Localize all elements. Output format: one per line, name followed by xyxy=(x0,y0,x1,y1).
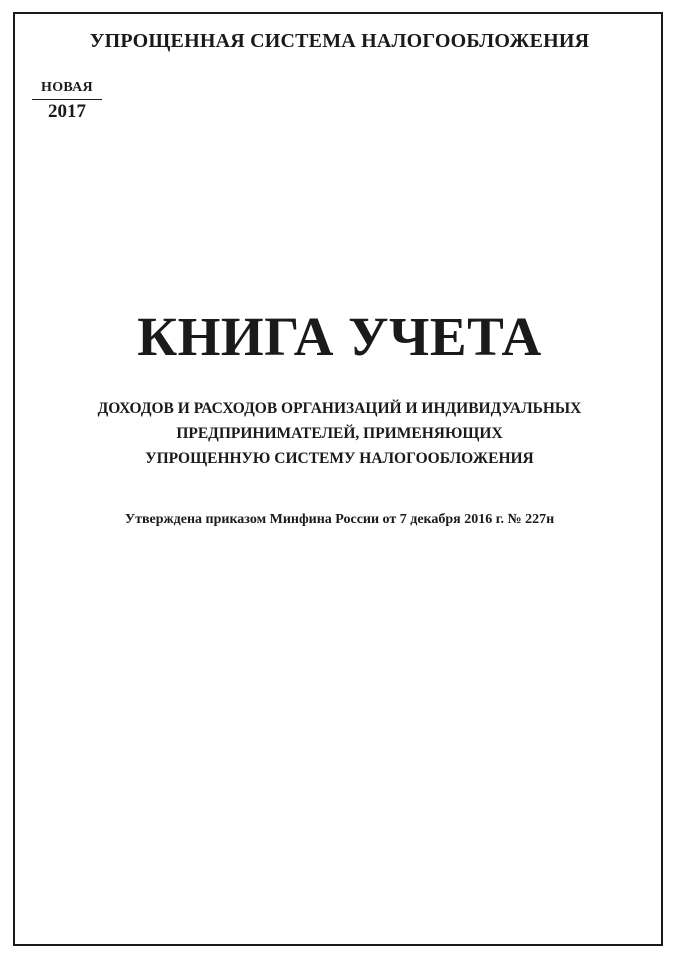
header-title: УПРОЩЕННАЯ СИСТЕМА НАЛОГООБЛОЖЕНИЯ xyxy=(89,30,590,52)
book-subtitle xyxy=(0,396,679,471)
edition-badge xyxy=(32,80,102,123)
subtitle-line-2: ПРЕДПРИНИМАТЕЛЕЙ, ПРИМЕНЯЮЩИХ xyxy=(176,425,503,442)
edition-year: 2017 xyxy=(48,101,86,122)
approval-note: Утверждена приказом Минфина России от 7 декабря 2016 г. № 227н xyxy=(124,512,555,527)
book-title: КНИГА УЧЕТА xyxy=(137,306,542,367)
edition-label: НОВАЯ xyxy=(32,80,102,100)
subtitle-line-3: УПРОЩЕННУЮ СИСТЕМУ НАЛОГООБЛОЖЕНИЯ xyxy=(145,450,534,467)
subtitle-line-1: ДОХОДОВ И РАСХОДОВ ОРГАНИЗАЦИЙ И ИНДИВИДУАЛЬНЫХ xyxy=(97,400,582,417)
page-border xyxy=(13,12,663,946)
